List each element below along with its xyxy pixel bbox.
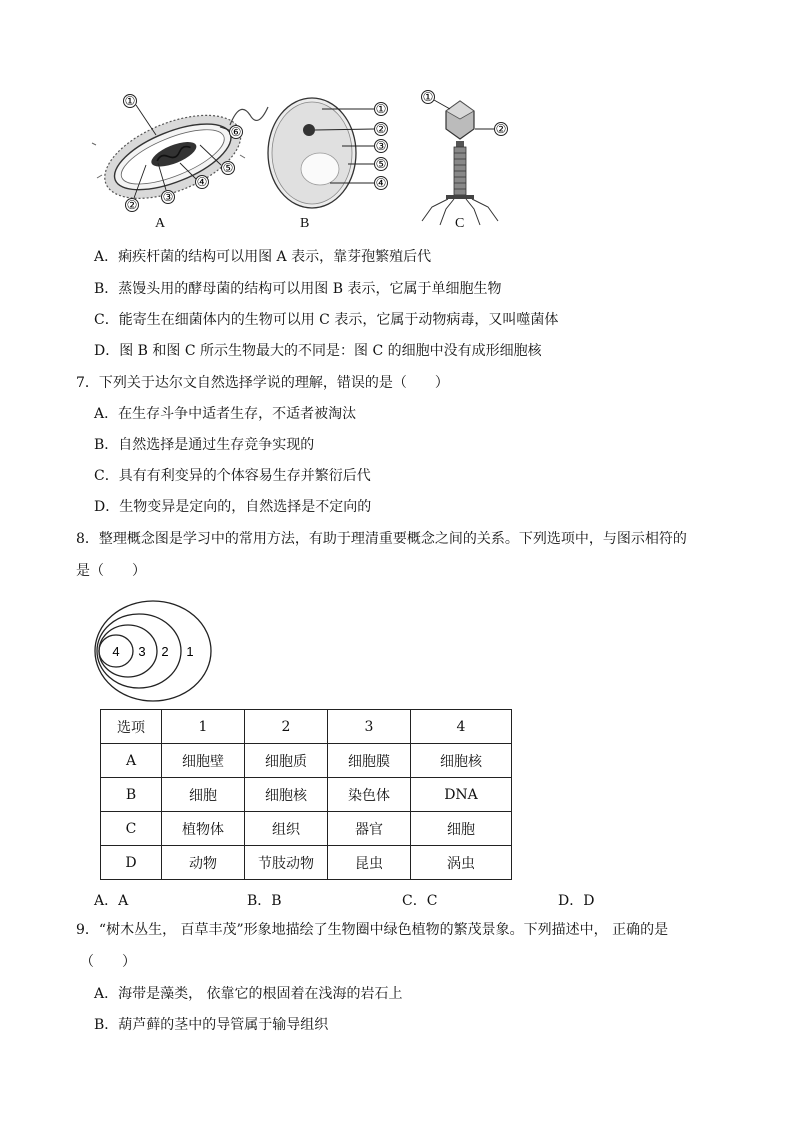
circle-label-1: 1 [186, 644, 194, 659]
table-cell: 染色体 [328, 778, 411, 812]
table-cell: 动物 [162, 846, 245, 880]
circle-label-3: 3 [138, 644, 146, 659]
table-cell: C [101, 812, 162, 846]
panel-c-label: C [455, 216, 465, 231]
table-cell: 细胞 [162, 778, 245, 812]
svg-text:②: ② [375, 122, 387, 136]
q8-choice-d: D．D [558, 893, 595, 909]
q7-stem: 7．下列关于达尔文自然选择学说的理解，错误的是（ ） [76, 375, 449, 391]
table-cell: A [101, 744, 162, 778]
yeast-diagram [268, 98, 356, 208]
q9-stem-line2: （ ） [80, 954, 136, 970]
table-cell: 植物体 [162, 812, 245, 846]
table-cell: 组织 [245, 812, 328, 846]
q8-options-table [100, 709, 512, 880]
svg-text:②: ② [495, 122, 507, 136]
q8-choice-b: B．B [247, 893, 282, 909]
svg-text:③: ③ [162, 190, 174, 204]
q9-option-a: A．海带是藻类， 依靠它的根固着在浅海的岩石上 [94, 986, 403, 1002]
q7-option-d: D．生物变异是定向的，自然选择是不定向的 [94, 499, 372, 515]
panel-a-label: A [155, 216, 166, 231]
table-header-row [101, 710, 512, 744]
bacterium-diagram [92, 98, 268, 215]
svg-text:①: ① [375, 102, 387, 116]
table-cell: 细胞膜 [328, 744, 411, 778]
table-header-cell: 2 [245, 710, 328, 744]
q9-option-b: B．葫芦藓的茎中的导管属于输导组织 [94, 1017, 329, 1033]
table-header-cell: 3 [328, 710, 411, 744]
svg-text:⑤: ⑤ [222, 161, 234, 175]
svg-text:⑥: ⑥ [230, 125, 242, 139]
table-cell: 细胞壁 [162, 744, 245, 778]
svg-text:①: ① [124, 94, 136, 108]
table-row [101, 812, 512, 846]
table-cell: D [101, 846, 162, 880]
q8-stem-line1: 8．整理概念图是学习中的常用方法，有助于理清重要概念之间的关系。下列选项中，与图示相符的 [76, 531, 687, 547]
table-cell: B [101, 778, 162, 812]
q6-option-c: C．能寄生在细菌体内的生物可以用 C 表示，它属于动物病毒，又叫噬菌体 [94, 312, 559, 328]
table-row [101, 778, 512, 812]
svg-text:②: ② [126, 198, 138, 212]
table-header-cell: 1 [162, 710, 245, 744]
table-cell: 涡虫 [411, 846, 512, 880]
q9-stem-line1: 9．“树木丛生， 百草丰茂”形象地描绘了生物圈中绿色植物的繁茂景象。下列描述中， 正确的是 [76, 922, 669, 938]
circle-label-2: 2 [161, 644, 169, 659]
table-header-cell: 选项 [101, 710, 162, 744]
table-cell: 细胞核 [411, 744, 512, 778]
q8-choice-c: C．C [402, 893, 438, 909]
svg-text:③: ③ [375, 139, 387, 153]
table-cell: DNA [411, 778, 512, 812]
table-cell: 细胞 [411, 812, 512, 846]
q8-choice-a: A．A [94, 893, 129, 909]
concept-circle-diagram [92, 596, 214, 704]
panel-b-label: B [300, 216, 310, 231]
q6-option-b: B．蒸馒头用的酵母菌的结构可以用图 B 表示，它属于单细胞生物 [94, 281, 502, 297]
q7-option-c: C．具有有利变异的个体容易生存并繁衍后代 [94, 468, 371, 484]
svg-text:①: ① [422, 90, 434, 104]
table-cell: 器官 [328, 812, 411, 846]
q7-option-b: B．自然选择是通过生存竞争实现的 [94, 437, 315, 453]
bacteriophage-diagram [422, 101, 498, 225]
svg-text:④: ④ [196, 175, 208, 189]
table-row [101, 744, 512, 778]
table-cell: 细胞核 [245, 778, 328, 812]
q6-option-d: D．图 B 和图 C 所示生物最大的不同是：图 C 的细胞中没有成形细胞核 [94, 343, 542, 359]
table-header-cell: 4 [411, 710, 512, 744]
q8-stem-line2: 是（ ） [76, 563, 146, 579]
table-cell: 昆虫 [328, 846, 411, 880]
table-row [101, 846, 512, 880]
q6-option-a: A．痢疾杆菌的结构可以用图 A 表示，靠芽孢繁殖后代 [94, 249, 432, 265]
svg-text:④: ④ [375, 176, 387, 190]
circle-label-4: 4 [112, 644, 120, 659]
q7-option-a: A．在生存斗争中适者生存，不适者被淘汰 [94, 406, 357, 422]
svg-text:⑤: ⑤ [375, 157, 387, 171]
table-cell: 细胞质 [245, 744, 328, 778]
table-cell: 节肢动物 [245, 846, 328, 880]
figure-microorganisms [90, 85, 540, 235]
